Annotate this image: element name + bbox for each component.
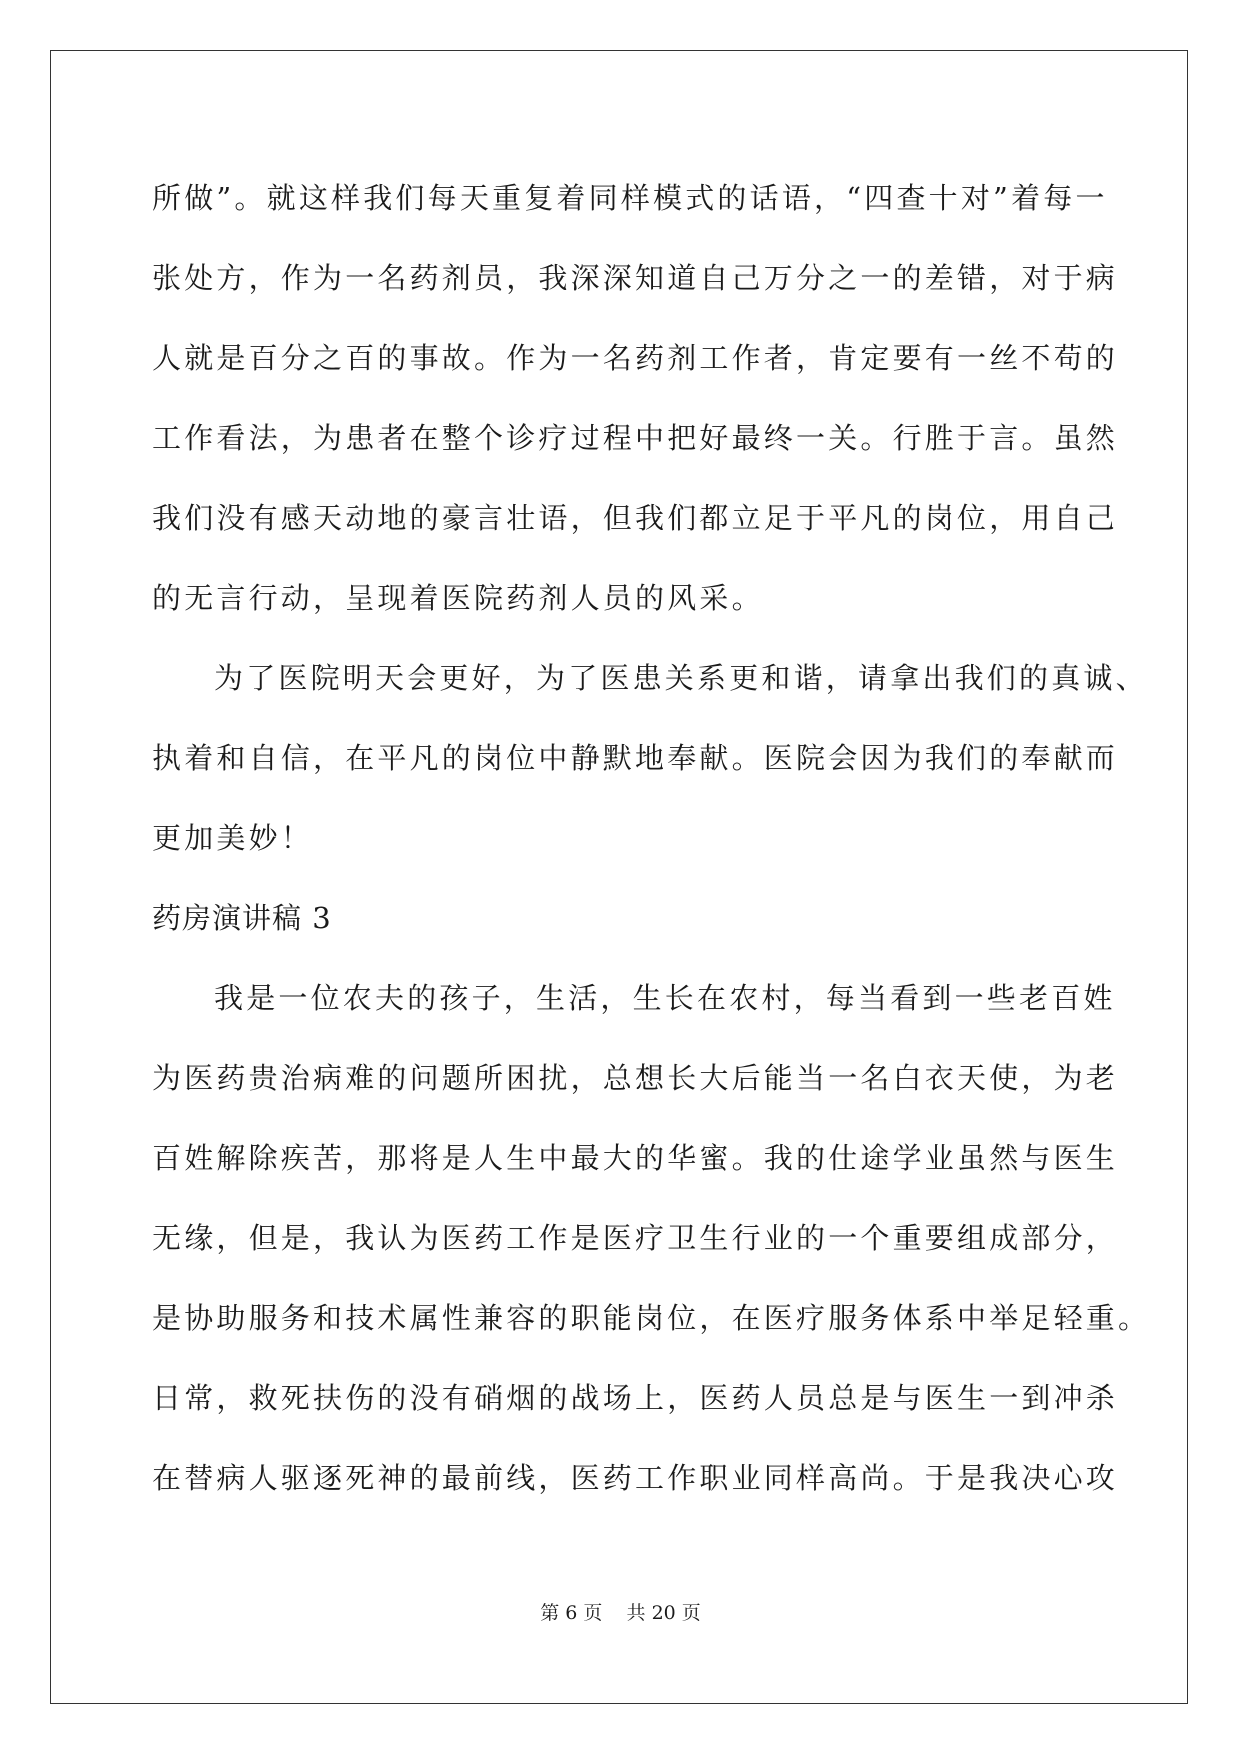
paragraph-1 [152, 158, 1119, 638]
text-line: 日常，救死扶伤的没有硝烟的战场上，医药人员总是与医生一到冲杀 [152, 1381, 1119, 1415]
text-line: 百姓解除疾苦，那将是人生中最大的华蜜。我的仕途学业虽然与医生 [152, 1141, 1119, 1175]
text-line: 的无言行动，呈现着医院药剂人员的风采。 [152, 581, 764, 615]
document-body [152, 158, 1151, 1518]
text-line: 更加美妙！ [152, 821, 314, 855]
text-line: 人就是百分之百的事故。作为一名药剂工作者，肯定要有一丝不苟的 [152, 341, 1119, 375]
text-line: 为医药贵治病难的问题所困扰，总想长大后能当一名白衣天使，为老 [152, 1061, 1119, 1095]
text-line: 无缘，但是，我认为医药工作是医疗卫生行业的一个重要组成部分， [152, 1221, 1119, 1255]
text-line: 所做”。就这样我们每天重复着同样模式的话语，“四查十对”着每一 [152, 181, 1108, 215]
text-line: 在替病人驱逐死神的最前线，医药工作职业同样高尚。于是我决心攻 [152, 1461, 1119, 1495]
text-line: 执着和自信，在平凡的岗位中静默地奉献。医院会因为我们的奉献而 [152, 741, 1119, 775]
text-line: 是协助服务和技术属性兼容的职能岗位，在医疗服务体系中举足轻重。 [152, 1301, 1151, 1335]
section-heading: 药房演讲稿 3 [152, 901, 332, 935]
text-line: 我们没有感天动地的豪言壮语，但我们都立足于平凡的岗位，用自己 [152, 501, 1119, 535]
text-line: 为了医院明天会更好，为了医患关系更和谐，请拿出我们的真诚、 [214, 661, 1148, 695]
page-number-footer: 第 6 页 共 20 页 [540, 1602, 701, 1624]
paragraph-3 [152, 958, 1151, 1518]
paragraph-2 [152, 638, 1148, 878]
text-line: 张处方，作为一名药剂员，我深深知道自己万分之一的差错，对于病 [152, 261, 1119, 295]
text-line: 工作看法，为患者在整个诊疗过程中把好最终一关。行胜于言。虽然 [152, 421, 1119, 455]
text-line: 我是一位农夫的孩子，生活，生长在农村，每当看到一些老百姓 [214, 981, 1116, 1015]
